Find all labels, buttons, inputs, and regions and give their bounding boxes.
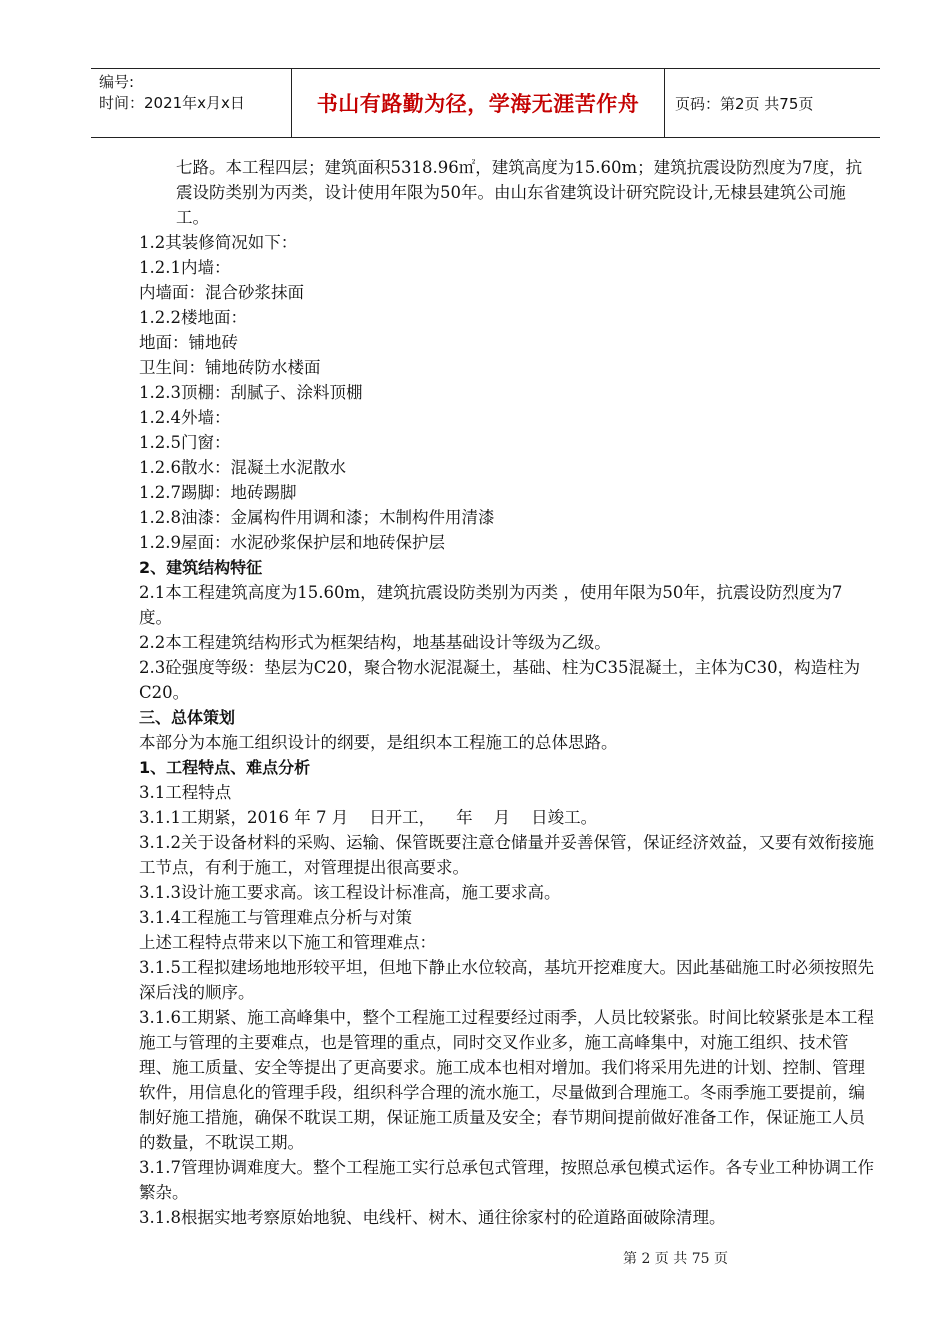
paragraph-planning-summary: 本部分为本施工组织设计的纲要，是组织本工程施工的总体思路。 <box>139 733 618 752</box>
paragraph-doors-windows: 1.2.5门窗： <box>139 433 231 452</box>
header-page-number: 页码：第2页 共75页 <box>675 94 814 113</box>
paragraph-floor: 1.2.2楼地面： <box>139 308 247 327</box>
paragraph-intro: 七路。本工程四层；建筑面积5318.96㎡，建筑高度为15.60m；建筑抗震设防烈度为7度，抗震设防类别为丙类，设计使用年限为50年。由山东省建筑设计研究院设计,无棣县建筑公司施工。 <box>176 158 863 227</box>
time-label: 时间：2021年x月x日 <box>99 94 245 112</box>
serial-label: 编号: <box>99 73 135 91</box>
paragraph-3-1-7: 3.1.7管理协调难度大。整个工程施工实行总承包式管理，按照总承包模式运作。各专业工种协调工作繁杂。 <box>139 1158 874 1202</box>
section-heading-planning: 三、总体策划 <box>139 708 236 727</box>
page-footer: 第 2 页 共 75 页 <box>623 1251 728 1267</box>
paragraph-3-1-3: 3.1.3设计施工要求高。该工程设计标准高，施工要求高。 <box>139 883 561 902</box>
paragraph-3-1-6: 3.1.6工期紧、施工高峰集中，整个工程施工过程要经过雨季，人员比较紧张。时间比较紧张是本工程施工与管理的主要难点，也是管理的重点，同时交叉作业多，施工高峰集中，对施工组织、技术管理、施工质量、安全等提出了更高要求。施工成本也相对增加。我们将采用先进的计划、控制、管理软件，用信息化的管理手段，组织科学合理的流水施工，尽量做到合理施工。冬雨季施工要提前，编制好施工措施，确保不耽误工期，保证施工质量及安全；春节期间提前做好准备工作，保证施工人员的数量，不耽误工期。 <box>139 1008 874 1152</box>
paragraph-3-1-4: 3.1.4工程施工与管理难点分析与对策 <box>139 908 412 927</box>
paragraph-2-1 <box>139 580 874 630</box>
paragraph-decoration-heading: 1.2其装修简况如下： <box>139 233 298 252</box>
paragraph-2-1-text: 2.1本工程建筑高度为15.60m，建筑抗震设防类别为丙类 ，使用年限为50年，抗震设防烈度为7度。 <box>139 583 843 627</box>
paragraph-skirting: 1.2.7踢脚：地砖踢脚 <box>139 483 297 502</box>
page-header <box>91 68 880 138</box>
paragraph-2-2: 2.2本工程建筑结构形式为框架结构，地基基础设计等级为乙级。 <box>139 633 611 652</box>
section-heading-analysis: 1、工程特点、难点分析 <box>139 758 311 777</box>
paragraph-paint: 1.2.8油漆：金属构件用调和漆；木制构件用清漆 <box>139 508 495 527</box>
paragraph-3-1-2: 3.1.2关于设备材料的采购、运输、保管既要注意仓储量并妥善保管，保证经济效益，又要有效衔接施工节点，有利于施工，对管理提出很高要求。 <box>139 833 874 877</box>
header-meta <box>91 69 292 137</box>
paragraph-floor-face: 地面：铺地砖 <box>139 333 238 352</box>
paragraph-apron: 1.2.6散水：混凝土水泥散水 <box>139 458 346 477</box>
header-motto: 书山有路勤为径，学海无涯苦作舟 <box>292 69 665 137</box>
section-heading-structure: 2、建筑结构特征 <box>139 558 263 577</box>
paragraph-ceiling: 1.2.3顶棚：刮腻子、涂料顶棚 <box>139 383 363 402</box>
paragraph-difficulties-intro: 上述工程特点带来以下施工和管理难点： <box>139 933 436 952</box>
paragraph-3-1-8: 3.1.8根据实地考察原始地貌、电线杆、树木、通往徐家村的砼道路面破除清理。 <box>139 1208 726 1227</box>
paragraph-roof: 1.2.9屋面：水泥砂浆保护层和地砖保护层 <box>139 533 445 552</box>
document-body <box>139 155 874 1230</box>
paragraph-exterior-wall: 1.2.4外墙： <box>139 408 231 427</box>
paragraph-bathroom: 卫生间：铺地砖防水楼面 <box>139 358 321 377</box>
paragraph-interior-wall: 1.2.1内墙： <box>139 258 231 277</box>
paragraph-interior-wall-face: 内墙面：混合砂浆抹面 <box>139 283 304 302</box>
paragraph-3-1: 3.1工程特点 <box>139 783 232 802</box>
paragraph-3-1-1: 3.1.1工期紧，2016 年 7 月 日开工， 年 月 日竣工。 <box>139 808 598 827</box>
paragraph-3-1-5: 3.1.5工程拟建场地地形较平坦，但地下静止水位较高，基坑开挖难度大。因此基础施工时必须按照先深后浅的顺序。 <box>139 958 874 1002</box>
paragraph-2-3: 2.3砼强度等级：垫层为C20，聚合物水泥混凝土，基础、柱为C35混凝土，主体为C30，构造柱为C20。 <box>139 658 861 702</box>
